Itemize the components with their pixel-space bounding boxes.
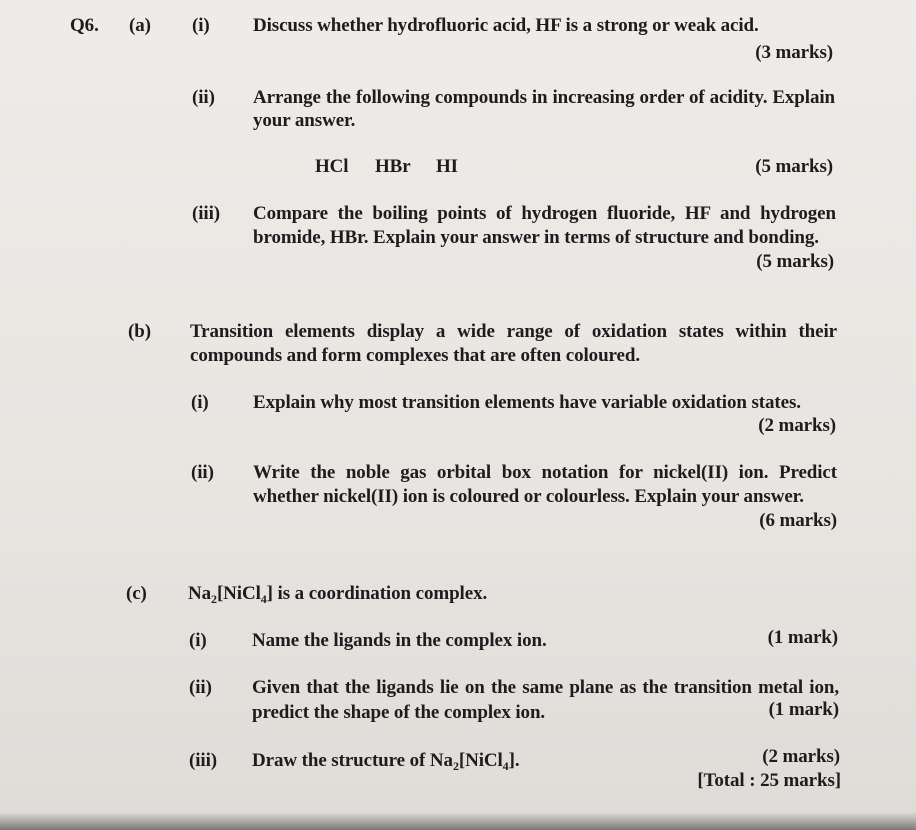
b-i-label: (i)	[191, 392, 209, 413]
part-b-label: (b)	[128, 321, 151, 342]
b-intro-line1: Transition elements display a wide range of oxidation states within their	[190, 321, 837, 342]
formula-na-subscript: 2	[211, 592, 217, 606]
formula-close: ]	[266, 583, 273, 604]
b-intro-line2: compounds and form complexes that are often coloured.	[190, 345, 640, 366]
c-i-text: Name the ligands in the complex ion.	[252, 630, 547, 651]
c-iii-end: .	[514, 750, 520, 771]
a-ii-label: (ii)	[192, 87, 215, 108]
c-iii-formula-close: ]	[508, 750, 515, 771]
c-iii-label: (iii)	[189, 750, 217, 771]
a-ii-line1: Arrange the following compounds in increasing order of acidity. Explain	[253, 87, 835, 108]
c-iii-marks: (2 marks)	[762, 746, 840, 767]
formula-na: Na	[188, 583, 212, 604]
c-iii-formula-na: Na	[429, 750, 453, 771]
a-ii-marks: (5 marks)	[755, 156, 833, 177]
page-edge-shadow	[0, 812, 916, 830]
a-i-label: (i)	[192, 15, 210, 36]
compound-hcl: HCl	[315, 156, 349, 177]
compound-hi: HI	[436, 156, 458, 177]
a-iii-line1: Compare the boiling points of hydrogen fluoride, HF and hydrogen	[253, 203, 836, 224]
b-i-text: Explain why most transition elements have variable oxidation states.	[253, 392, 801, 413]
b-ii-line2: whether nickel(II) ion is coloured or colourless. Explain your answer.	[253, 486, 804, 507]
c-ii-marks: (1 mark)	[768, 699, 839, 720]
c-i-label: (i)	[189, 630, 207, 651]
c-ii-line1: Given that the ligands lie on the same plane as the transition metal ion,	[252, 677, 839, 698]
a-iii-line2: bromide, HBr. Explain your answer in terms of structure and bonding.	[253, 227, 819, 248]
b-i-marks: (2 marks)	[758, 415, 836, 436]
c-i-marks: (1 mark)	[767, 627, 838, 648]
c-iii-na-subscript: 2	[452, 759, 459, 773]
a-ii-line2: your answer.	[253, 110, 356, 131]
question-number: Q6.	[70, 15, 99, 36]
c-ii-line2: predict the shape of the complex ion.	[252, 702, 546, 723]
formula-cl-subscript: 4	[260, 592, 267, 606]
b-ii-label: (ii)	[191, 462, 214, 483]
c-iii-cl-subscript: 4	[502, 759, 509, 773]
part-c-label: (c)	[126, 583, 147, 604]
c-iii-prefix: Draw the structure of	[252, 750, 430, 771]
formula-nicl: [NiCl	[216, 583, 261, 604]
c-intro	[188, 582, 487, 606]
c-iii-text	[252, 749, 519, 773]
b-ii-line1: Write the noble gas orbital box notation for nickel(II) ion. Predict	[253, 462, 837, 483]
part-a-label: (a)	[129, 15, 151, 36]
total-marks: [Total : 25 marks]	[697, 770, 841, 791]
c-iii-formula-nicl: [NiCl	[458, 750, 503, 771]
a-i-marks: (3 marks)	[755, 42, 833, 63]
compound-hbr: HBr	[375, 156, 411, 177]
a-i-text: Discuss whether hydrofluoric acid, HF is a strong or weak acid.	[253, 15, 759, 36]
b-ii-marks: (6 marks)	[759, 510, 837, 531]
a-iii-label: (iii)	[192, 203, 220, 224]
c-ii-label: (ii)	[189, 677, 212, 698]
c-intro-text: is a coordination complex.	[272, 583, 488, 604]
a-iii-marks: (5 marks)	[756, 251, 834, 272]
